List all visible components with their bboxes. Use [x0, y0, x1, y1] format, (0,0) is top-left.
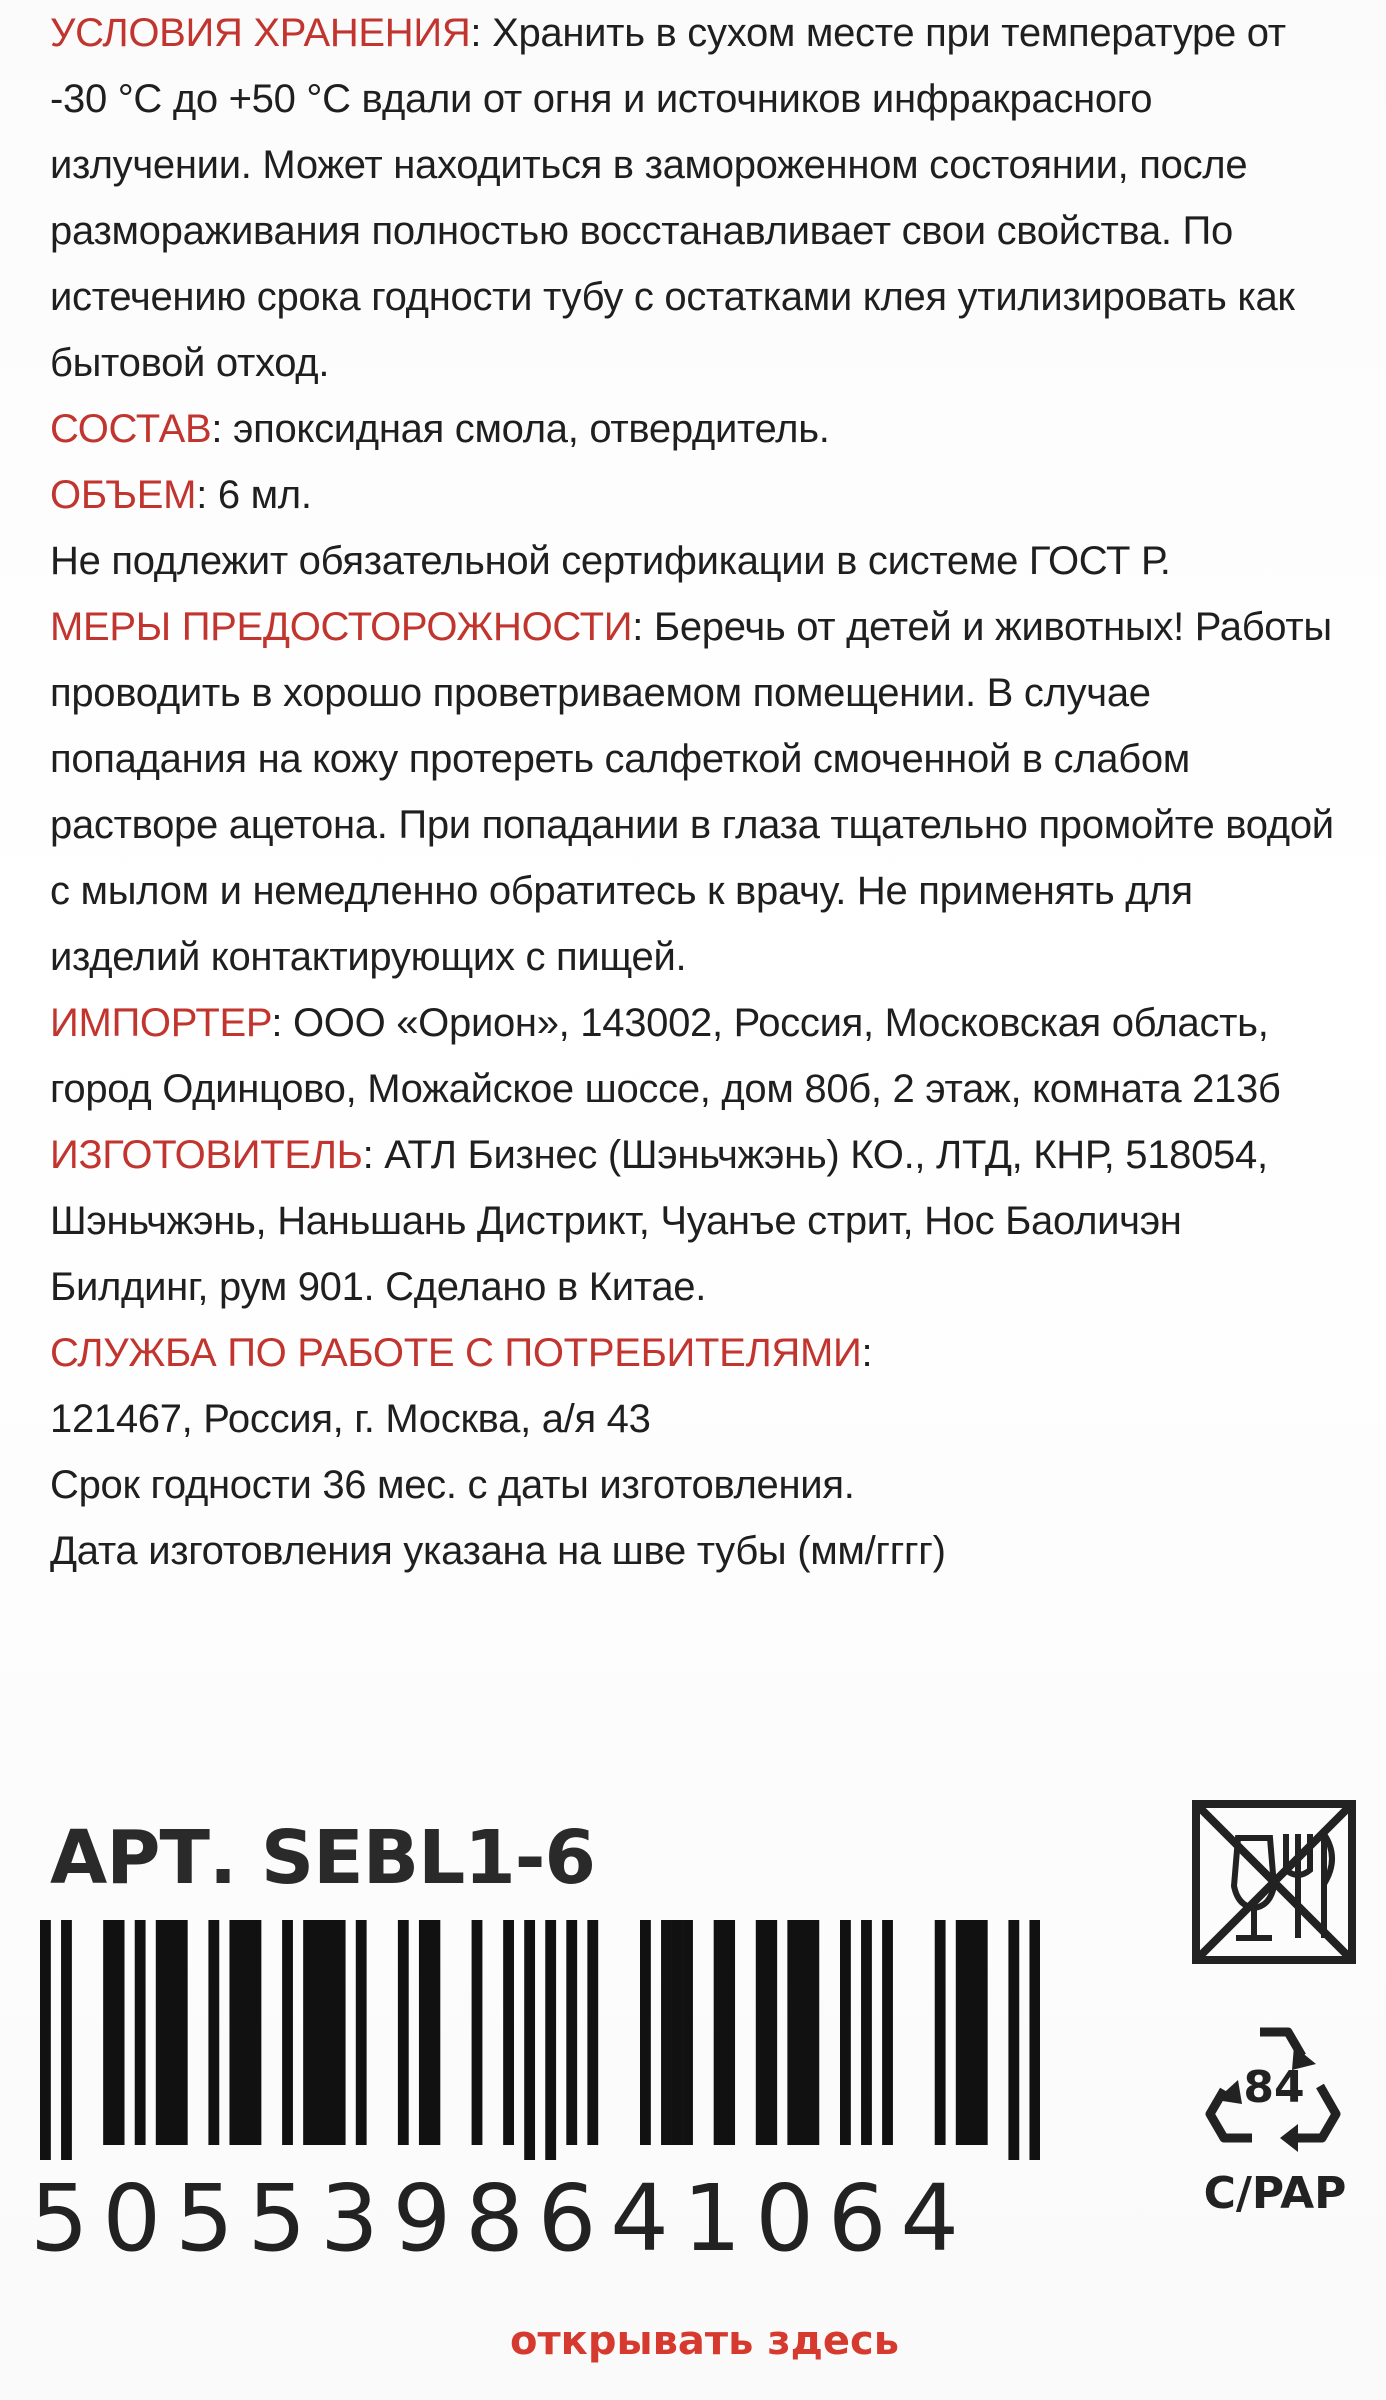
- info-paragraph: [50, 1386, 1350, 1452]
- info-paragraph: [50, 1452, 1350, 1518]
- barcode-bar: [714, 1920, 725, 2145]
- section-label: ИМПОРТЕР: [50, 1001, 272, 1045]
- barcode-bar: [282, 1920, 293, 2145]
- section-text: Срок годности 36 мес. с даты изготовления.: [50, 1463, 855, 1507]
- barcode-bar: [356, 1920, 367, 2145]
- info-paragraph: [50, 1518, 1350, 1584]
- barcode-bar: [566, 1920, 577, 2145]
- barcode-bar: [840, 1920, 851, 2145]
- article-number: АРТ. SEBL1-6: [50, 1815, 595, 1901]
- barcode-bar: [756, 1920, 767, 2145]
- barcode-bar: [251, 1920, 262, 2145]
- barcode-bar: [156, 1920, 167, 2145]
- section-label: МЕРЫ ПРЕДОСТОРОЖНОСТИ: [50, 605, 633, 649]
- barcode-bar: [798, 1920, 809, 2145]
- barcode-bar: [882, 1920, 893, 2145]
- barcode-bar: [103, 1920, 114, 2145]
- info-paragraph: ИМПОРТЕР: ООО «Орион», 143002, Россия, Московская область, город Одинцово, Можайское шоссе, дом 80б, 2 этаж, комната 213б: [50, 1001, 1281, 1111]
- info-paragraph: МЕРЫ ПРЕДОСТОРОЖНОСТИ: Беречь от детей и животных! Работы проводить в хорошо проветриваемом помещении. В случае попадания на кожу протереть салфеткой смоченной в слабом растворе ацетона. При попадании в глаза тщательно промойте водой с мылом и немедленно обратитесь к врачу. Не применять для изделий контактирующих с пищей.: [50, 605, 1334, 979]
- barcode-bar: [724, 1920, 735, 2145]
- barcode-bar: [324, 1920, 335, 2145]
- barcode-bar: [229, 1920, 240, 2145]
- barcode-bar: [314, 1920, 325, 2145]
- barcode-bar: [472, 1920, 483, 2145]
- section-text: ООО «Орион», 143002, Россия, Московская область, город Одинцово, Можайское шоссе, дом 80б, 2 этаж, комната 213б: [50, 1001, 1281, 1111]
- barcode-bar: [640, 1920, 651, 2145]
- recycle-code: 84: [1243, 2062, 1305, 2113]
- barcode-bar: [419, 1920, 430, 2145]
- barcode-bar: [177, 1920, 188, 2145]
- section-text: 6 мл.: [207, 473, 312, 517]
- section-label: УСЛОВИЯ ХРАНЕНИЯ: [50, 11, 471, 55]
- section-text: эпоксидная смола, отвердитель.: [222, 407, 830, 451]
- barcode-bar: [766, 1920, 777, 2145]
- barcode-bar: [787, 1920, 798, 2145]
- section-text: 121467, Россия, г. Москва, а/я 43: [50, 1397, 651, 1441]
- section-text: Беречь от детей и животных! Работы проводить в хорошо проветриваемом помещении. В случае попадания на кожу протереть салфеткой смоченной в слабом растворе ацетона. При попадании в глаза тщательно промойте водой с мылом и немедленно обратитесь к врачу. Не применять для изделий контактирующих с пищей.: [50, 605, 1334, 979]
- barcode-bar: [861, 1920, 872, 2145]
- info-paragraph: СОСТАВ: эпоксидная смола, отвердитель.: [50, 407, 830, 451]
- barcode-bar: [429, 1920, 440, 2145]
- section-text: Дата изготовления указана на шве тубы (мм/гггг): [50, 1529, 946, 1573]
- barcode-bar: [303, 1920, 314, 2145]
- info-paragraph: СЛУЖБА ПО РАБОТЕ С ПОТРЕБИТЕЛЯМИ:: [50, 1331, 873, 1375]
- barcode-bar: [545, 1920, 556, 2160]
- product-info-text: [50, 0, 1350, 1584]
- section-label: СОСТАВ: [50, 407, 212, 451]
- section-text: Хранить в сухом месте при температуре от -30 °С до +50 °С вдали от огня и источников инфракрасного излучении. Может находиться в замороженном состоянии, после размораживания полностью восстанавливает свои свойства. По истечению срока годности тубу с остатками клея утилизировать как бытовой отход.: [50, 11, 1295, 385]
- section-text: АТЛ Бизнес (Шэньчжэнь) КО., ЛТД, КНР, 518054, Шэньчжэнь, Наньшань Дистрикт, Чуанъе стрит, Нос Баоличэн Билдинг, рум 901. Сделано в Китае.: [50, 1133, 1268, 1309]
- barcode-bar: [587, 1920, 598, 2145]
- barcode-bar: [40, 1920, 51, 2160]
- barcode-bar: [1029, 1920, 1040, 2160]
- section-text: Не подлежит обязательной сертификации в системе ГОСТ Р.: [50, 539, 1171, 583]
- barcode-bar: [661, 1920, 672, 2145]
- barcode-image: [40, 1920, 1040, 2160]
- section-label: ИЗГОТОВИТЕЛЬ: [50, 1133, 363, 1177]
- barcode-bar: [208, 1920, 219, 2145]
- barcode-digits: 5055398641064: [30, 2165, 973, 2272]
- barcode-bar: [966, 1920, 977, 2145]
- barcode-bar: [135, 1920, 146, 2145]
- barcode-bar: [166, 1920, 177, 2145]
- barcode-bar: [114, 1920, 125, 2145]
- barcode-bar: [808, 1920, 819, 2145]
- barcode-bar: [240, 1920, 251, 2145]
- info-paragraph: УСЛОВИЯ ХРАНЕНИЯ: Хранить в сухом месте при температуре от -30 °С до +50 °С вдали от огня и источников инфракрасного излучении. Может находиться в замороженном состоянии, после размораживания полностью восстанавливает свои свойства. По истечению срока годности тубу с остатками клея утилизировать как бытовой отход.: [50, 11, 1295, 385]
- barcode-bar: [398, 1920, 409, 2145]
- barcode-bar: [682, 1920, 693, 2145]
- barcode-bar: [335, 1920, 346, 2145]
- open-here-text: открывать здесь: [510, 2318, 900, 2364]
- not-food-contact-icon: [1190, 1798, 1358, 1966]
- recycle-label: C/PAP: [1203, 2168, 1347, 2219]
- section-label: СЛУЖБА ПО РАБОТЕ С ПОТРЕБИТЕЛЯМИ: [50, 1331, 862, 1375]
- info-paragraph: ОБЪЕМ: 6 мл.: [50, 473, 312, 517]
- barcode-bar: [1008, 1920, 1019, 2160]
- section-label: ОБЪЕМ: [50, 473, 197, 517]
- barcode-bar: [61, 1920, 72, 2160]
- barcode-bar: [956, 1920, 967, 2145]
- info-paragraph: ИЗГОТОВИТЕЛЬ: АТЛ Бизнес (Шэньчжэнь) КО., ЛТД, КНР, 518054, Шэньчжэнь, Наньшань Дистрикт, Чуанъе стрит, Нос Баоличэн Билдинг, рум 901. Сделано в Китае.: [50, 1133, 1268, 1309]
- barcode-bar: [977, 1920, 988, 2145]
- barcode-bar: [503, 1920, 514, 2145]
- barcode-bar: [935, 1920, 946, 2145]
- barcode-bar: [672, 1920, 683, 2145]
- barcode-bar: [524, 1920, 535, 2160]
- info-paragraph: [50, 528, 1350, 594]
